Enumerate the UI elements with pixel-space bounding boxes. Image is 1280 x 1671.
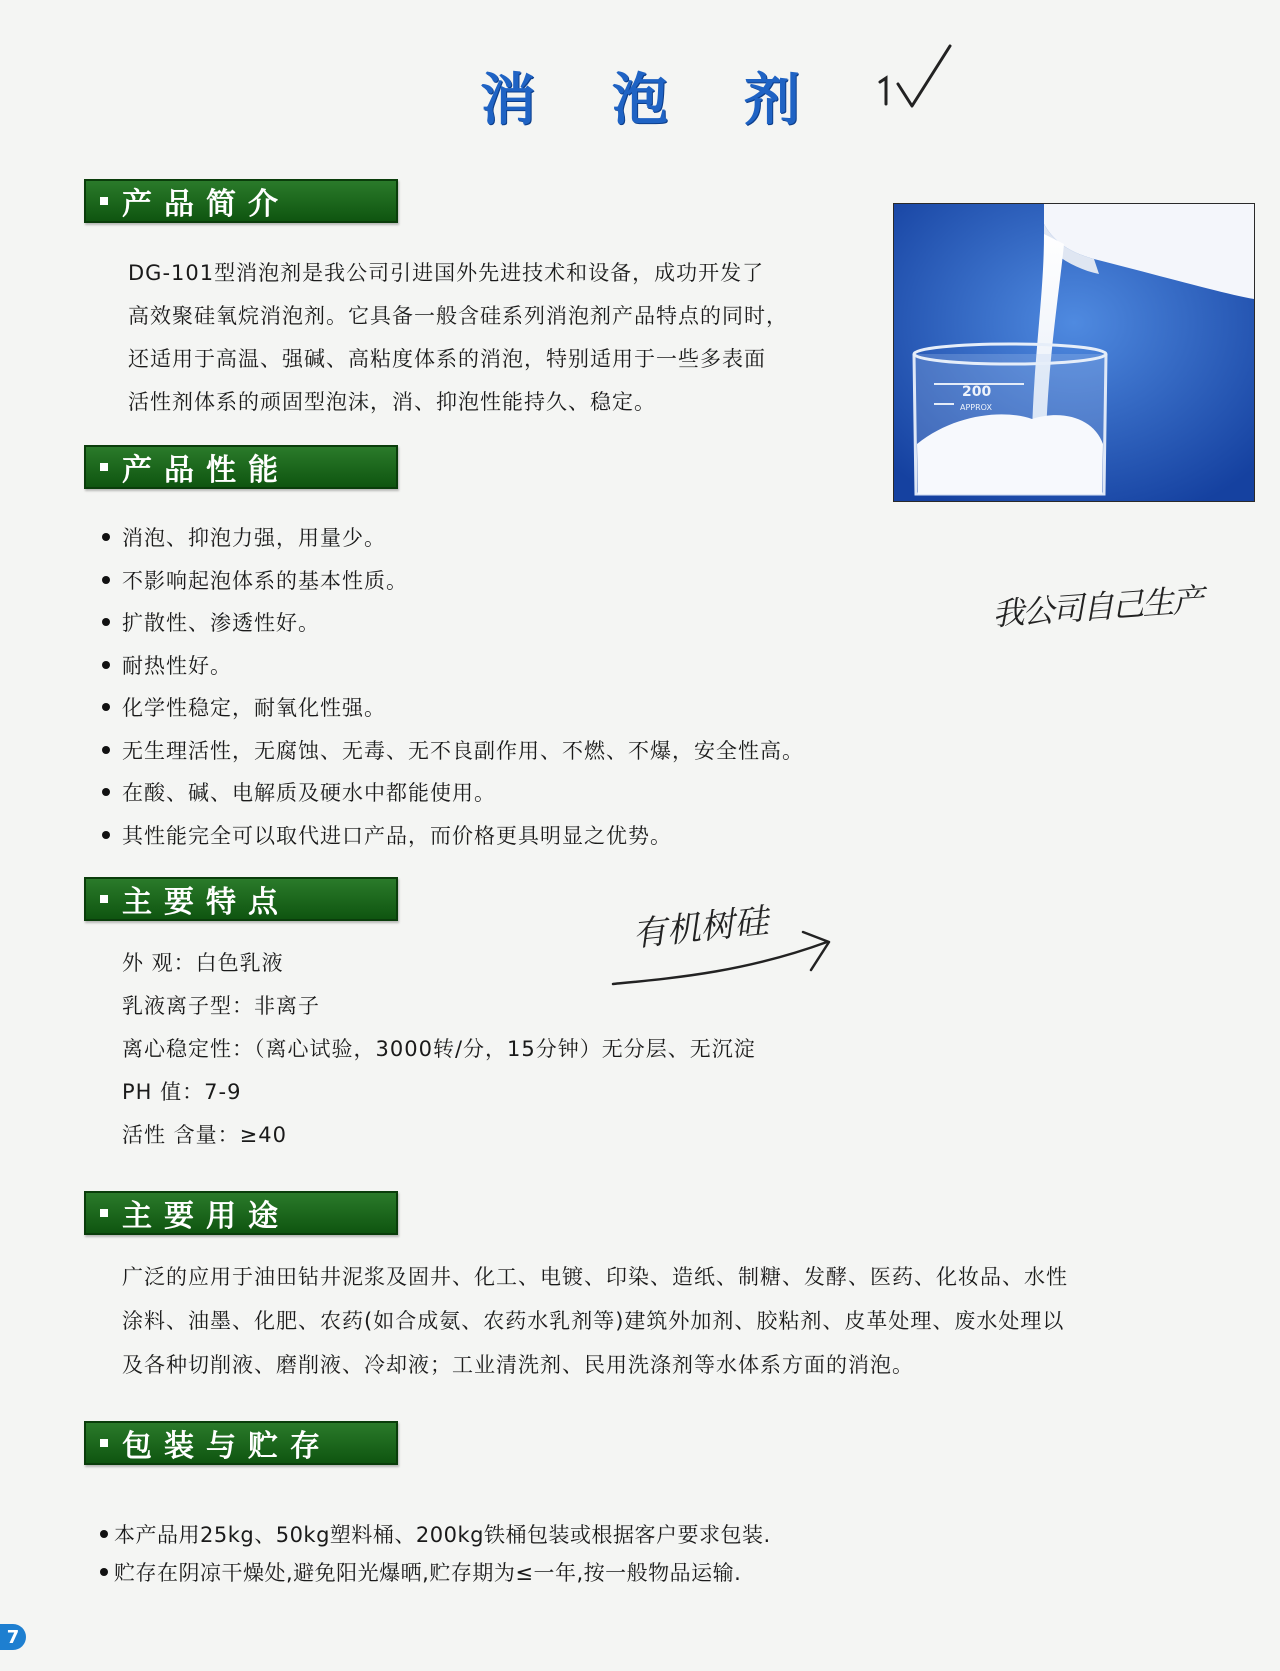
list-item: [102, 601, 804, 644]
section-title-packing: 包装与贮存: [122, 1429, 332, 1464]
bullet-dot-icon: [102, 831, 110, 839]
list-item: 活性 含量：≥40: [122, 1122, 287, 1147]
page-title: [0, 56, 1280, 136]
handwritten-note-2: 有机树硅: [630, 900, 771, 955]
list-item: [100, 1553, 771, 1591]
list-item: 离心稳定性：（离心试验，3000转/分，15分钟）无分层、无沉淀: [122, 1036, 756, 1061]
beaker-approx-mark: APPROX: [960, 403, 992, 412]
intro-line: DG-101型消泡剂是我公司引进国外先进技术和设备，成功开发了: [128, 261, 765, 285]
packing-item: 本产品用25kg、50kg塑料桶、200kg铁桶包装或根据客户要求包装.: [114, 1523, 771, 1547]
performance-item: 无生理活性，无腐蚀、无毒、无不良副作用、不燃、不爆，安全性高。: [122, 738, 804, 763]
list-item: [102, 644, 804, 687]
bullet-dot-icon: [100, 1530, 108, 1538]
list-item: [102, 516, 804, 559]
list-item: [102, 686, 804, 729]
section-bullet-icon: [100, 895, 108, 903]
product-photo: [893, 203, 1255, 502]
uses-line: 广泛的应用于油田钻井泥浆及固井、化工、电镀、印染、造纸、制糖、发酵、医药、化妆品、水性: [122, 1265, 1068, 1289]
handwritten-note-1: 我公司自己生产: [991, 580, 1204, 634]
performance-item: 在酸、碱、电解质及硬水中都能使用。: [122, 781, 496, 806]
list-item: [102, 729, 804, 772]
beaker-pour-illustration: [894, 204, 1254, 501]
intro-paragraph: [128, 252, 788, 424]
uses-line: 涂料、油墨、化肥、农药(如合成氨、农药水乳剂等)建筑外加剂、胶粘剂、皮革处理、废水处理以: [122, 1309, 1065, 1333]
section-bullet-icon: [100, 1439, 108, 1447]
section-title-intro: 产品简介: [122, 187, 290, 222]
section-header-packing: [84, 1421, 398, 1465]
performance-item: 扩散性、渗透性好。: [122, 611, 320, 636]
bullet-dot-icon: [102, 533, 110, 541]
title-char-1: 消: [480, 68, 574, 133]
packing-list: [100, 1515, 771, 1591]
packing-item: 贮存在阴凉干燥处,避免阳光爆晒,贮存期为≤一年,按一般物品运输.: [114, 1561, 742, 1585]
performance-item: 化学性稳定，耐氧化性强。: [122, 696, 386, 721]
bullet-dot-icon: [102, 746, 110, 754]
section-bullet-icon: [100, 197, 108, 205]
intro-line: 活性剂体系的顽固型泡沫，消、抑泡性能持久、稳定。: [128, 390, 656, 414]
section-header-intro: [84, 179, 398, 223]
intro-line: 高效聚硅氧烷消泡剂。它具备一般含硅系列消泡剂产品特点的同时，: [128, 304, 788, 328]
section-bullet-icon: [100, 1209, 108, 1217]
section-title-features: 主要特点: [122, 885, 290, 920]
bullet-dot-icon: [102, 788, 110, 796]
handwritten-arrow-icon: [605, 920, 845, 1000]
uses-line: 及各种切削液、磨削液、冷却液；工业清洗剂、民用洗涤剂等水体系方面的消泡。: [122, 1353, 914, 1377]
section-bullet-icon: [100, 463, 108, 471]
section-header-uses: [84, 1191, 398, 1235]
bullet-dot-icon: [100, 1568, 108, 1576]
list-item: 外 观：白色乳液: [122, 950, 284, 975]
list-item: [102, 559, 804, 602]
title-char-2: 泡: [612, 68, 706, 133]
performance-item: 其性能完全可以取代进口产品，而价格更具明显之优势。: [122, 823, 672, 848]
bullet-dot-icon: [102, 576, 110, 584]
bullet-dot-icon: [102, 661, 110, 669]
section-title-performance: 产品性能: [122, 453, 290, 488]
intro-line: 还适用于高温、强碱、高粘度体系的消泡，特别适用于一些多表面: [128, 347, 766, 371]
performance-item: 耐热性好。: [122, 653, 232, 678]
list-item: [100, 1515, 771, 1553]
performance-list: [102, 516, 804, 856]
list-item: PH 值：7-9: [122, 1079, 242, 1104]
uses-paragraph: [122, 1255, 1068, 1387]
title-char-3: 剂: [744, 68, 838, 133]
checkmark-annotation: [872, 38, 962, 118]
bullet-dot-icon: [102, 703, 110, 711]
beaker-volume-mark: 200: [962, 384, 992, 400]
page-number: 7: [0, 1624, 26, 1650]
bullet-dot-icon: [102, 618, 110, 626]
list-item: [102, 771, 804, 814]
performance-item: 不影响起泡体系的基本性质。: [122, 568, 408, 593]
section-header-performance: [84, 445, 398, 489]
section-title-uses: 主要用途: [122, 1199, 290, 1234]
section-header-features: [84, 877, 398, 921]
performance-item: 消泡、抑泡力强，用量少。: [122, 526, 386, 551]
list-item: 乳液离子型：非离子: [122, 993, 320, 1018]
list-item: [102, 814, 804, 857]
